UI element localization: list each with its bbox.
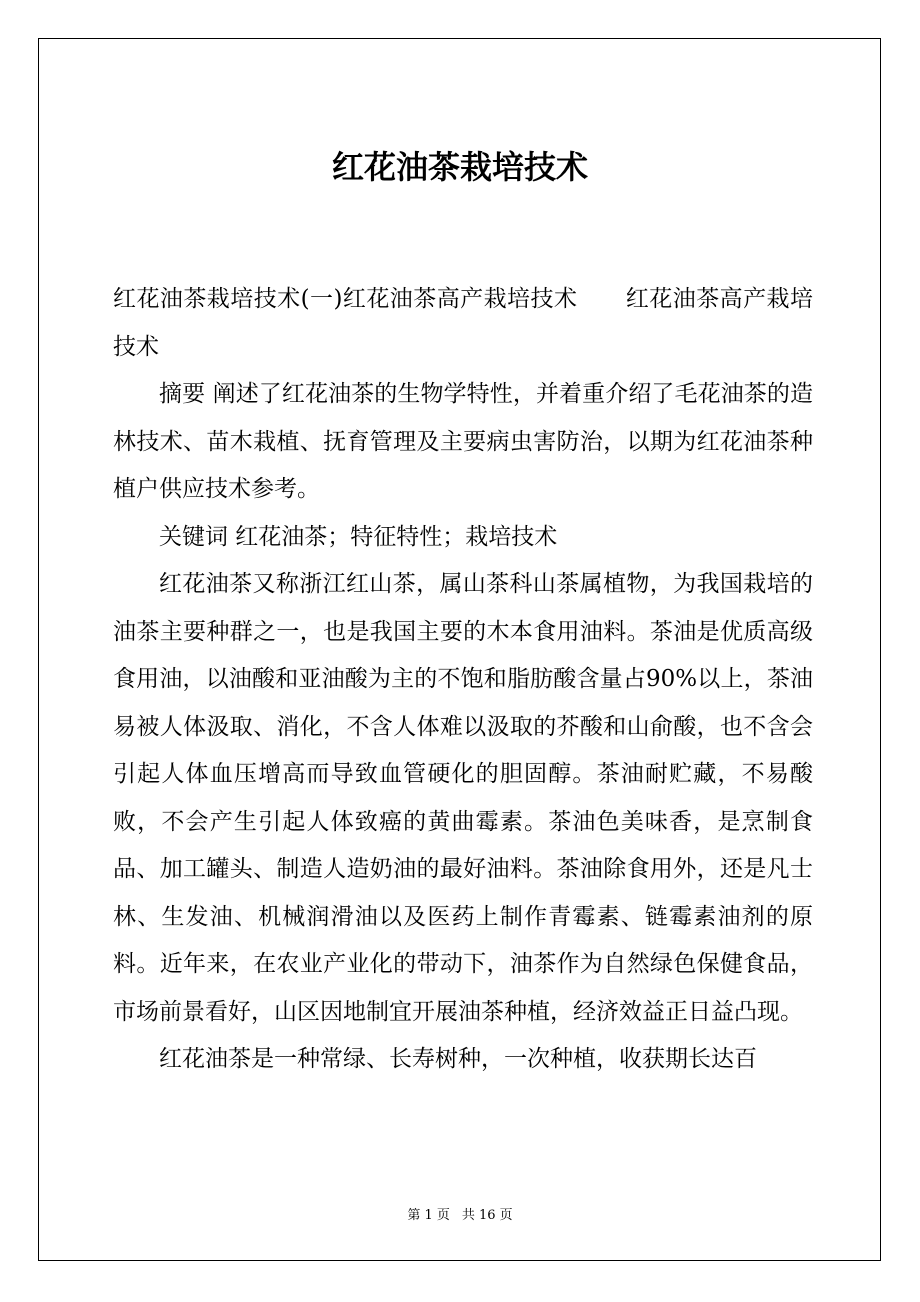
continuation-paragraph: 红花油茶是一种常绿、长寿树种，一次种植，收获期长达百 — [159, 1046, 757, 1072]
page-number: 第 1 页 — [407, 1208, 450, 1223]
document-title: 红花油茶栽培技术 — [331, 148, 588, 186]
page-footer — [0, 1206, 920, 1226]
intro-paragraph: 红花油茶又称浙江红山茶，属山茶科山茶属植物，为我国栽培的油茶主要种群之一，也是我国主要的木本食用油料。茶油是优质高级食用油，以油酸和亚油酸为主的不饱和脂肪酸含量占90%以上，茶油易被人体汲取、消化，不含人体难以汲取的芥酸和山俞酸，也不含会引起人体血压增高而导致血管硬化的胆固醇。茶油耐贮藏，不易酸败，不会产生引起人体致癌的黄曲霉素。茶油色美味香，是烹制食品、加工罐头、制造人造奶油的最好油料。茶油除食用外，还是凡士林、生发油、机械润滑油以及医药上制作青霉素、链霉素油剂的原料。近年来，在农业产业化的带动下，油茶作为自然绿色保健食品，市场前景看好，山区因地制宜开展油茶种植，经济效益正日益凸现。 — [113, 571, 813, 1025]
subtitle-line — [113, 276, 813, 371]
keywords-paragraph: 关键词 红花油茶；特征特性；栽培技术 — [159, 523, 558, 550]
document-body — [113, 276, 813, 1084]
subtitle-part-1: 红花油茶栽培技术(一)红花油茶高产栽培技术 — [113, 286, 578, 312]
abstract-paragraph: 摘要 阐述了红花油茶的生物学特性，并着重介绍了毛花油茶的造林技术、苗木栽植、抚育管理及主要病虫害防治，以期为红花油茶种植户供应技术参考。 — [113, 381, 813, 502]
total-pages: 共 16 页 — [461, 1208, 513, 1223]
subtitle-part-2: 红花油茶高产栽培技术 — [113, 286, 814, 360]
